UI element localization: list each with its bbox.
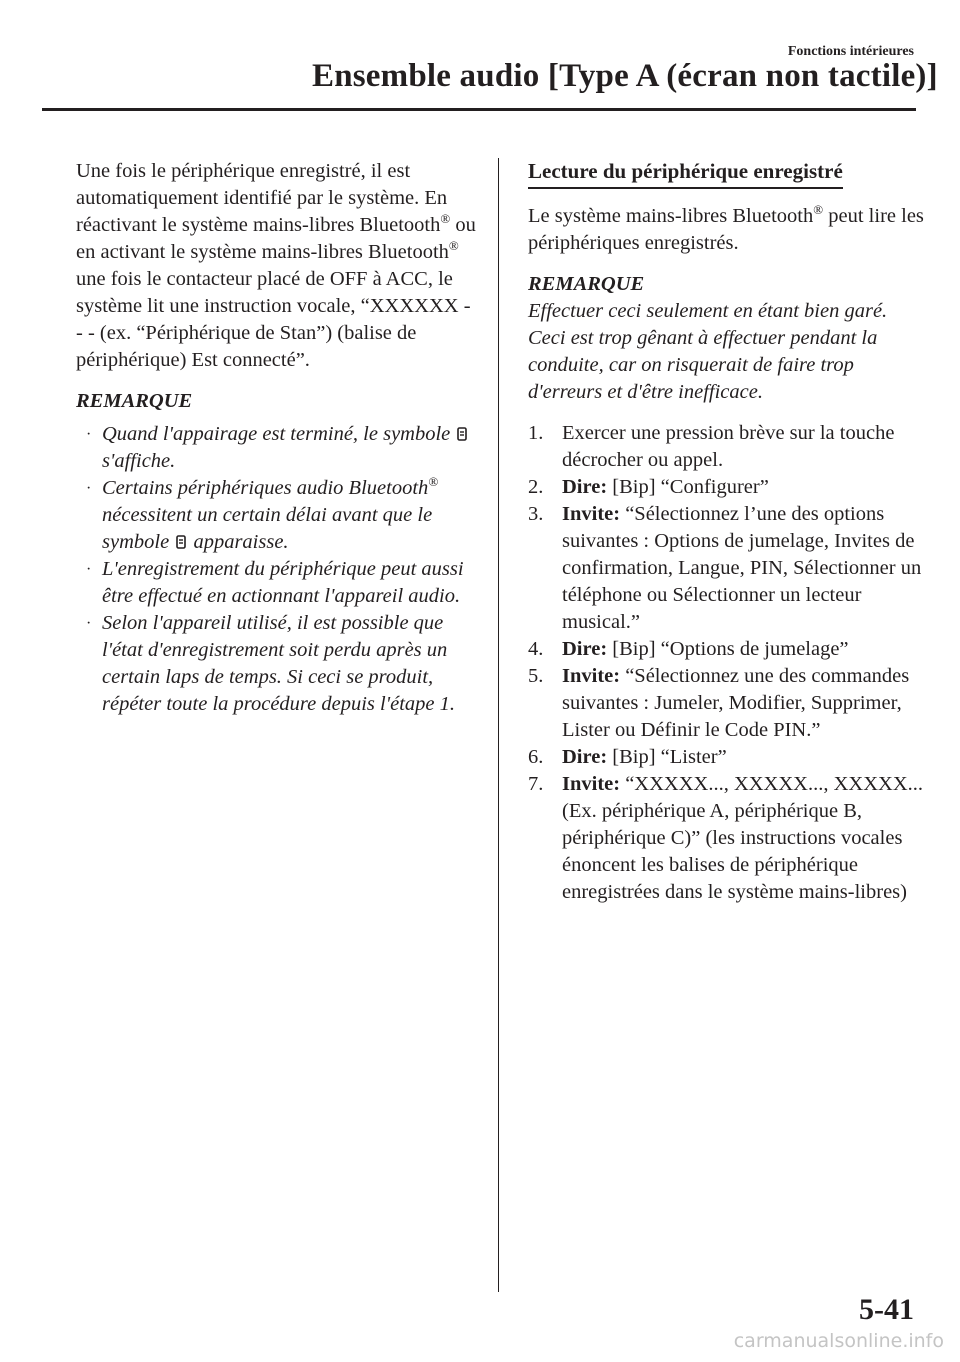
right-column (528, 158, 928, 906)
note-heading: REMARQUE (528, 273, 645, 295)
section-heading: Lecture du périphérique enregistré (528, 158, 843, 189)
list-item: · Certains périphériques audio Bluetooth® nécessitent un certain délai avant que le symbole apparaisse. (86, 474, 439, 553)
list-item: 7. Invite: “XXXXX..., XXXXX..., XXXXX... (Ex. périphérique A, périphérique B, périphérique C)” (les instructions vocales énoncent les balises de périphérique enregistrées dans le système mains-libres) (528, 773, 923, 903)
list-item: 2. Dire: [Bip] “Configurer” (528, 476, 769, 498)
list-item: · Selon l'appareil utilisé, il est possible que l'état d'enregistrement soit perdu après un certain laps de temps. Si ceci se produit, répéter toute la procédure depuis l'étape 1. (86, 612, 455, 715)
list-item: 1. Exercer une pression brève sur la touche décrocher ou appel. (528, 422, 895, 471)
intro-paragraph: Une fois le périphérique enregistré, il est automatiquement identifié par le système. En réactivant le système mains-libres Bluetooth® ou en activant le système mains-libres Bluetooth® une fois le contacteur placé de OFF à ACC, le système lit une instruction vocale, “XXXXXX - - - (ex. “Périphérique de Stan”) (balise de périphérique) Est connecté”. (76, 160, 476, 371)
column-divider (498, 158, 499, 1292)
page-title: Ensemble audio [Type A (écran non tactile)] (312, 58, 938, 94)
page-number: 5-41 (859, 1293, 914, 1326)
note-bullet-list (76, 421, 476, 718)
header-section-label: Fonctions intérieures (787, 44, 914, 59)
watermark: carmanualsonline.info (733, 1330, 944, 1352)
list-item: 3. Invite: “Sélectionnez l’une des options suivantes : Options de jumelage, Invites de confirmation, Langue, PIN, Sélectionner un téléphone ou Sélectionner un lecteur musical.” (528, 503, 922, 633)
note-heading: REMARQUE (76, 390, 193, 412)
section-intro: Le système mains-libres Bluetooth® peut lire les périphériques enregistrés. (528, 202, 924, 254)
list-item: · L'enregistrement du périphérique peut aussi être effectué en actionnant l'appareil audio. (86, 558, 464, 607)
left-column (76, 158, 476, 718)
note-text: Effectuer ceci seulement en étant bien garé. Ceci est trop gênant à effectuer pendant la conduite, car on risquerait de faire trop d'erreurs et d'être inefficace. (528, 300, 888, 403)
header-rule (42, 108, 916, 111)
list-item: · Quand l'appairage est terminé, le symbole s'affiche. (76, 421, 476, 475)
list-item: 5. Invite: “Sélectionnez une des commandes suivantes : Jumeler, Modifier, Supprimer, Lister ou Définir le Code PIN.” (528, 665, 910, 741)
list-item: 6. Dire: [Bip] “Lister” (528, 746, 727, 768)
phone-status-icon (457, 427, 467, 441)
phone-status-icon (176, 535, 186, 549)
list-item: 4. Dire: [Bip] “Options de jumelage” (528, 638, 849, 660)
step-list (528, 420, 928, 906)
